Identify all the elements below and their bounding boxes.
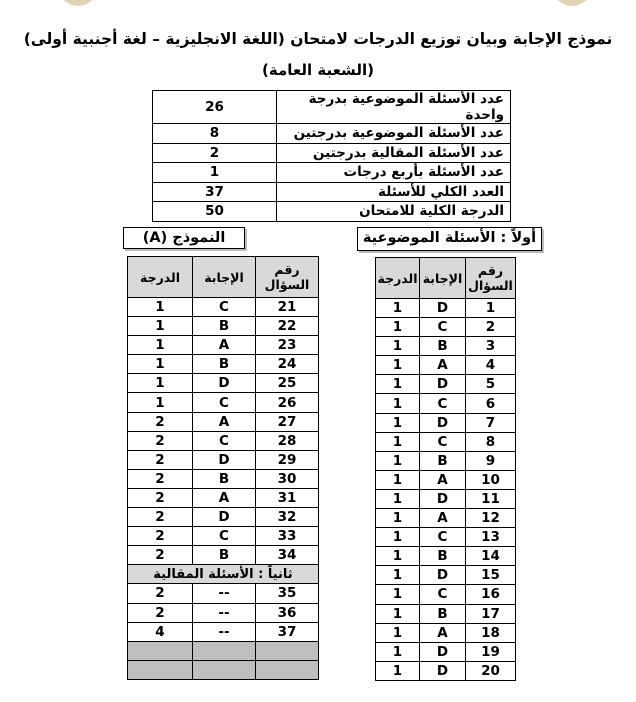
question-number: 26 xyxy=(256,393,319,412)
question-number: 29 xyxy=(256,450,319,469)
summary-value: 50 xyxy=(153,202,277,222)
table-row xyxy=(376,432,516,451)
question-number: 9 xyxy=(466,451,516,470)
question-number: 14 xyxy=(466,547,516,566)
answer-letter: C xyxy=(420,394,466,413)
grade-value: 2 xyxy=(128,508,193,527)
answer-letter: -- xyxy=(193,622,256,641)
question-number: 34 xyxy=(256,546,319,565)
table-row xyxy=(376,642,516,661)
question-number: 3 xyxy=(466,337,516,356)
question-number: 2 xyxy=(466,318,516,337)
answer-letter: A xyxy=(420,470,466,489)
page-subtitle: (الشعبة العامة) xyxy=(262,61,374,79)
table-row xyxy=(128,374,319,393)
answer-letter: D xyxy=(420,489,466,508)
question-number: 6 xyxy=(466,394,516,413)
answer-letter: D xyxy=(420,299,466,318)
table-row xyxy=(128,488,319,507)
empty-cell xyxy=(193,641,256,660)
col-answer-header: الإجابة xyxy=(193,257,256,298)
question-number: 10 xyxy=(466,470,516,489)
empty-row xyxy=(128,641,319,660)
question-number: 16 xyxy=(466,585,516,604)
question-number: 7 xyxy=(466,413,516,432)
answer-letter: D xyxy=(420,642,466,661)
table-row xyxy=(376,337,516,356)
summary-row xyxy=(153,163,511,183)
question-number: 23 xyxy=(256,336,319,355)
grade-value: 1 xyxy=(376,337,420,356)
grade-value: 2 xyxy=(128,546,193,565)
question-number: 24 xyxy=(256,355,319,374)
question-number: 25 xyxy=(256,374,319,393)
answer-letter: D xyxy=(420,661,466,680)
table-row xyxy=(376,394,516,413)
answer-letter: B xyxy=(193,546,256,565)
question-number: 15 xyxy=(466,566,516,585)
grade-value: 1 xyxy=(376,528,420,547)
answer-letter: -- xyxy=(193,584,256,603)
empty-cell xyxy=(128,660,193,679)
grade-value: 1 xyxy=(128,298,193,317)
table-row xyxy=(128,355,319,374)
question-number: 12 xyxy=(466,509,516,528)
summary-value: 26 xyxy=(153,91,277,124)
answer-letter: A xyxy=(193,412,256,431)
question-number: 31 xyxy=(256,488,319,507)
grade-value: 2 xyxy=(128,603,193,622)
grade-value: 2 xyxy=(128,488,193,507)
question-number: 35 xyxy=(256,584,319,603)
table-row xyxy=(128,317,319,336)
answer-letter: B xyxy=(420,604,466,623)
grade-value: 1 xyxy=(376,566,420,585)
answer-letter: C xyxy=(420,528,466,547)
grade-value: 1 xyxy=(376,642,420,661)
table-row xyxy=(128,298,319,317)
summary-row xyxy=(153,91,511,124)
essay-section-row xyxy=(128,565,319,584)
summary-row xyxy=(153,182,511,202)
question-number: 36 xyxy=(256,603,319,622)
answer-letter: D xyxy=(193,374,256,393)
table-row xyxy=(376,375,516,394)
answer-letter: C xyxy=(193,393,256,412)
question-number: 5 xyxy=(466,375,516,394)
grade-value: 1 xyxy=(376,432,420,451)
table-row xyxy=(128,393,319,412)
grade-value: 1 xyxy=(376,413,420,432)
answer-table-right xyxy=(375,257,516,681)
question-number: 18 xyxy=(466,623,516,642)
table-row xyxy=(376,623,516,642)
grade-value: 1 xyxy=(376,489,420,508)
answer-letter: B xyxy=(420,547,466,566)
grade-value: 1 xyxy=(128,336,193,355)
answer-letter: A xyxy=(193,336,256,355)
table-row xyxy=(376,585,516,604)
table-row xyxy=(128,508,319,527)
question-number: 37 xyxy=(256,622,319,641)
answer-letter: D xyxy=(193,450,256,469)
question-number: 19 xyxy=(466,642,516,661)
table-row xyxy=(128,546,319,565)
answer-table-left xyxy=(127,256,319,680)
empty-cell xyxy=(256,660,319,679)
answer-letter: C xyxy=(193,527,256,546)
answer-letter: C xyxy=(420,585,466,604)
grade-value: 1 xyxy=(376,470,420,489)
col-number-header: رقم السؤال xyxy=(256,257,319,298)
table-row xyxy=(128,584,319,603)
question-number: 1 xyxy=(466,299,516,318)
question-number: 21 xyxy=(256,298,319,317)
empty-cell xyxy=(256,641,319,660)
empty-row xyxy=(128,660,319,679)
table-row xyxy=(128,603,319,622)
empty-cell xyxy=(128,641,193,660)
summary-label: عدد الأسئلة بأربع درجات xyxy=(277,163,511,183)
summary-value: 8 xyxy=(153,124,277,144)
table-row xyxy=(128,527,319,546)
grade-value: 4 xyxy=(128,622,193,641)
question-number: 27 xyxy=(256,412,319,431)
objective-section-label: أولاً : الأسئلة الموضوعية xyxy=(357,227,542,251)
grade-value: 1 xyxy=(376,585,420,604)
col-grade-header: الدرجة xyxy=(376,258,420,299)
question-number: 13 xyxy=(466,528,516,547)
table-row xyxy=(128,336,319,355)
answer-letter: D xyxy=(193,508,256,527)
grade-value: 2 xyxy=(128,469,193,488)
answer-letter: D xyxy=(420,566,466,585)
answer-letter: B xyxy=(193,317,256,336)
table-row xyxy=(376,413,516,432)
question-number: 32 xyxy=(256,508,319,527)
question-number: 8 xyxy=(466,432,516,451)
summary-value: 37 xyxy=(153,182,277,202)
answer-letter: A xyxy=(420,356,466,375)
summary-row xyxy=(153,143,511,163)
grade-value: 1 xyxy=(376,547,420,566)
table-row xyxy=(376,489,516,508)
grade-value: 1 xyxy=(128,393,193,412)
answer-letter: A xyxy=(193,488,256,507)
question-number: 17 xyxy=(466,604,516,623)
table-row xyxy=(376,566,516,585)
summary-label: عدد الأسئلة الموضوعية بدرجة واحدة xyxy=(277,91,511,124)
table-row xyxy=(128,431,319,450)
answer-letter: C xyxy=(420,318,466,337)
grade-value: 1 xyxy=(376,509,420,528)
summary-table xyxy=(152,90,511,222)
answer-letter: C xyxy=(193,431,256,450)
answer-letter: B xyxy=(420,337,466,356)
table-row xyxy=(376,661,516,680)
question-number: 30 xyxy=(256,469,319,488)
grade-value: 2 xyxy=(128,431,193,450)
answer-letter: C xyxy=(193,298,256,317)
table-row xyxy=(376,547,516,566)
summary-label: عدد الأسئلة المقالية بدرجتين xyxy=(277,143,511,163)
summary-label: عدد الأسئلة الموضوعية بدرجتين xyxy=(277,124,511,144)
grade-value: 1 xyxy=(376,318,420,337)
answer-letter: D xyxy=(420,375,466,394)
grade-value: 1 xyxy=(376,604,420,623)
col-grade-header: الدرجة xyxy=(128,257,193,298)
question-number: 33 xyxy=(256,527,319,546)
answer-letter: A xyxy=(420,623,466,642)
table-row xyxy=(376,318,516,337)
col-number-header: رقم السؤال xyxy=(466,258,516,299)
table-row xyxy=(376,604,516,623)
table-row xyxy=(128,469,319,488)
grade-value: 2 xyxy=(128,450,193,469)
col-answer-header: الإجابة xyxy=(420,258,466,299)
table-row xyxy=(376,356,516,375)
summary-value: 1 xyxy=(153,163,277,183)
grade-value: 1 xyxy=(376,375,420,394)
scan-glare xyxy=(0,333,60,361)
question-number: 22 xyxy=(256,317,319,336)
grade-value: 1 xyxy=(128,355,193,374)
answer-letter: -- xyxy=(193,603,256,622)
grade-value: 1 xyxy=(376,299,420,318)
answer-letter: B xyxy=(193,469,256,488)
table-row xyxy=(376,451,516,470)
grade-value: 1 xyxy=(376,356,420,375)
summary-row xyxy=(153,202,511,222)
table-row xyxy=(128,450,319,469)
summary-value: 2 xyxy=(153,143,277,163)
grade-value: 2 xyxy=(128,584,193,603)
grade-value: 1 xyxy=(376,661,420,680)
summary-row xyxy=(153,124,511,144)
table-row xyxy=(376,470,516,489)
grade-value: 2 xyxy=(128,412,193,431)
grade-value: 1 xyxy=(376,623,420,642)
grade-value: 1 xyxy=(128,374,193,393)
summary-label: الدرجة الكلية للامتحان xyxy=(277,202,511,222)
question-number: 11 xyxy=(466,489,516,508)
grade-value: 2 xyxy=(128,527,193,546)
answer-letter: C xyxy=(420,432,466,451)
empty-cell xyxy=(193,660,256,679)
answer-letter: B xyxy=(193,355,256,374)
table-row xyxy=(376,509,516,528)
table-row xyxy=(128,412,319,431)
essay-section-label: ثانياً : الأسئلة المقالية xyxy=(128,565,319,584)
seal-left xyxy=(58,0,98,6)
table-row xyxy=(128,622,319,641)
answer-letter: A xyxy=(420,509,466,528)
answer-letter: D xyxy=(420,413,466,432)
grade-value: 1 xyxy=(376,451,420,470)
summary-label: العدد الكلي للأسئلة xyxy=(277,182,511,202)
table-row xyxy=(376,299,516,318)
table-row xyxy=(376,528,516,547)
seal-right xyxy=(552,0,592,6)
grade-value: 1 xyxy=(128,317,193,336)
grade-value: 1 xyxy=(376,394,420,413)
question-number: 28 xyxy=(256,431,319,450)
question-number: 4 xyxy=(466,356,516,375)
page-title: نموذج الإجابة وبيان توزيع الدرجات لامتحان (اللغة الانجليزية – لغة أجنبية أولى) xyxy=(23,30,613,48)
model-label: النموذج (A) xyxy=(123,227,245,249)
question-number: 20 xyxy=(466,661,516,680)
answer-letter: B xyxy=(420,451,466,470)
